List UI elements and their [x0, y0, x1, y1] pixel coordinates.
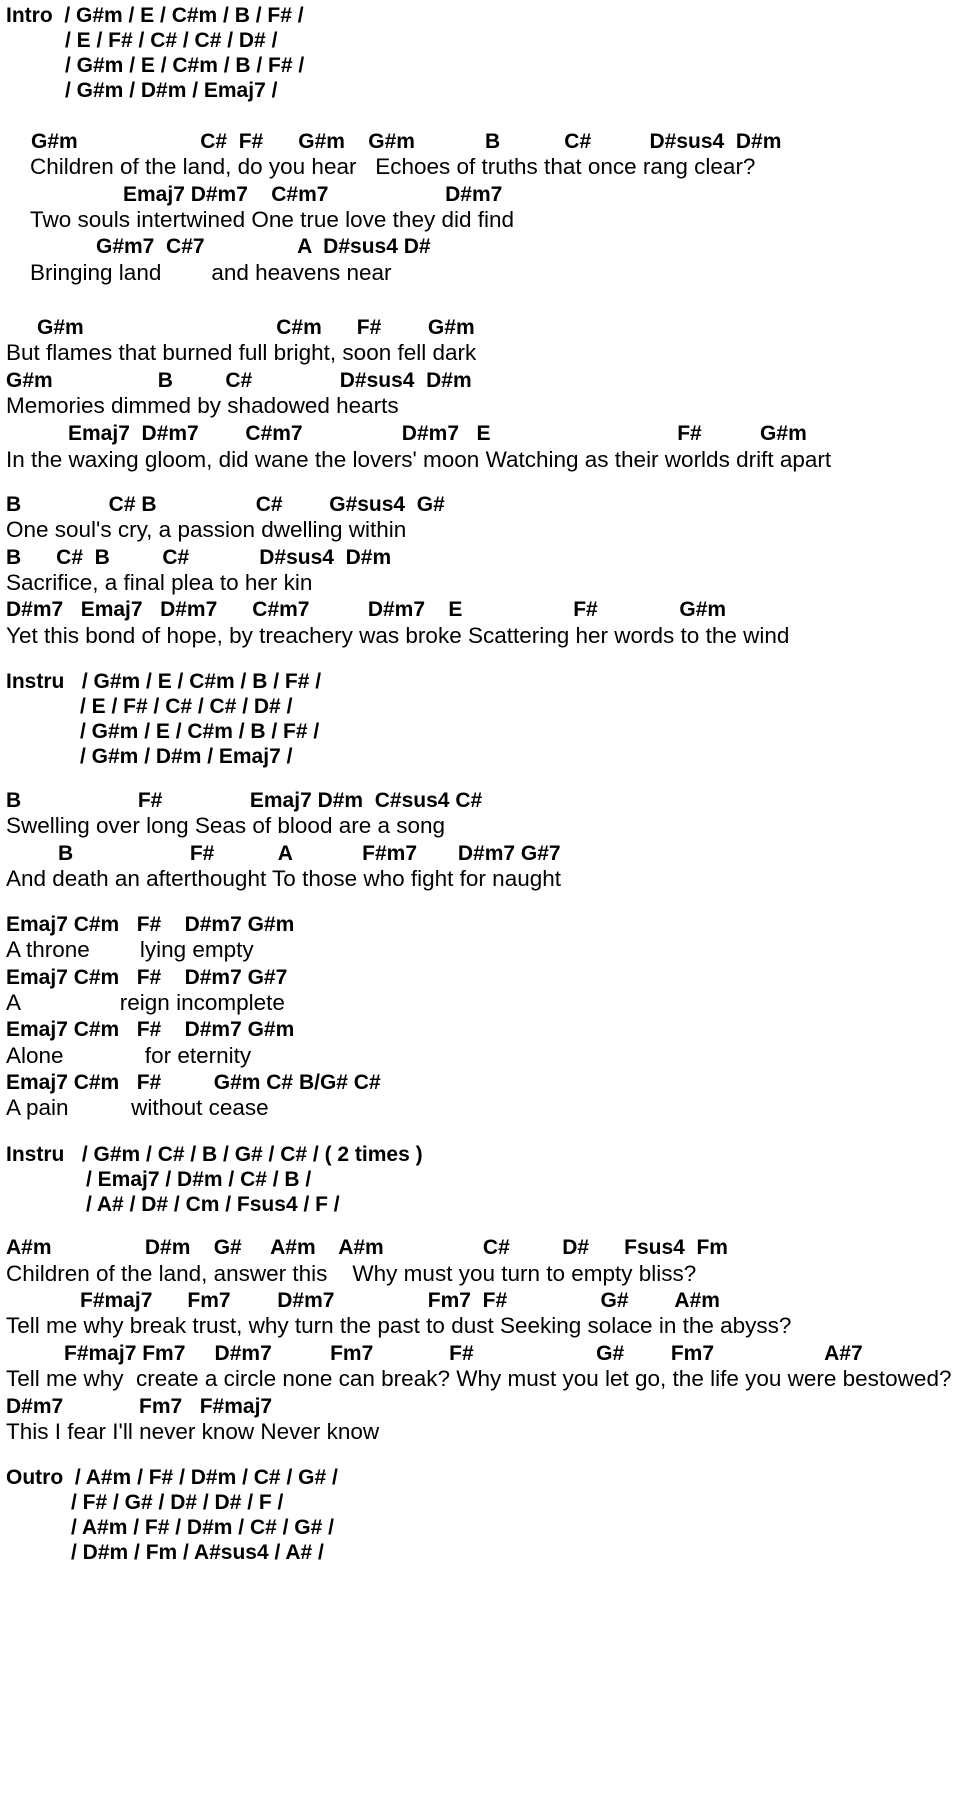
outro-line-3: / A#m / F# / D#m / C# / G# /	[71, 1516, 334, 1539]
outro-line-1: Outro / A#m / F# / D#m / C# / G# /	[6, 1466, 338, 1489]
lyric-line: Alone for eternity	[6, 1043, 252, 1068]
chord-line: B F# Emaj7 D#m C#sus4 C#	[6, 789, 483, 812]
lyric-line: But flames that burned full bright, soon fell dark	[6, 340, 477, 365]
lyric-line: Two souls intertwined One true love they did find	[30, 207, 515, 232]
chord-line: B C# B C# G#sus4 G#	[6, 493, 445, 516]
chord-line: Emaj7 C#m F# D#m7 G#7	[6, 966, 288, 989]
instru-line-4: / G#m / D#m / Emaj7 /	[80, 745, 293, 768]
chord-line: G#m C# F# G#m G#m B C# D#sus4 D#m	[31, 130, 782, 153]
lyric-line: This I fear I'll never know Never know	[6, 1419, 380, 1444]
lyric-line: Children of the land, answer this Why must you turn to empty bliss?	[6, 1261, 697, 1286]
lyric-line: Tell me why break trust, why turn the past to dust Seeking solace in the abyss?	[6, 1313, 792, 1338]
lyric-line: One soul's cry, a passion dwelling within	[6, 517, 407, 542]
lyric-line: And death an afterthought To those who fight for naught	[6, 866, 561, 891]
lyric-line: Bringing land and heavens near	[30, 260, 392, 285]
outro-line-4: / D#m / Fm / A#sus4 / A# /	[71, 1541, 324, 1564]
chord-line: Emaj7 C#m F# G#m C# B/G# C#	[6, 1071, 381, 1094]
lyric-line: In the waxing gloom, did wane the lovers' moon Watching as their worlds drift apart	[6, 447, 832, 472]
chord-line: G#m B C# D#sus4 D#m	[6, 369, 472, 392]
chord-line: Emaj7 D#m7 C#m7 D#m7 E F# G#m	[68, 422, 807, 445]
lyric-line: Yet this bond of hope, by treachery was broke Scattering her words to the wind	[6, 623, 790, 648]
chord-line: A#m D#m G# A#m A#m C# D# Fsus4 Fm	[6, 1236, 728, 1259]
lyric-line: Tell me why create a circle none can break? Why must you let go, the life you were bestowed?	[6, 1366, 952, 1391]
intro-line-2: / E / F# / C# / C# / D# /	[65, 29, 278, 52]
lyric-line: A throne lying empty	[6, 937, 254, 962]
chord-line: Emaj7 C#m F# D#m7 G#m	[6, 1018, 295, 1041]
chord-line: Emaj7 D#m7 C#m7 D#m7	[123, 183, 503, 206]
lyric-line: Children of the land, do you hear Echoes of truths that once rang clear?	[30, 154, 756, 179]
chord-line: B F# A F#m7 D#m7 G#7	[58, 842, 561, 865]
outro-line-2: / F# / G# / D# / D# / F /	[71, 1491, 284, 1514]
lyric-line: A reign incomplete	[6, 990, 285, 1015]
lyric-line: Swelling over long Seas of blood are a song	[6, 813, 446, 838]
instru-line-3: / G#m / E / C#m / B / F# /	[80, 720, 320, 743]
chord-line: G#m7 C#7 A D#sus4 D#	[96, 235, 431, 258]
instru-2-line-2: / Emaj7 / D#m / C# / B /	[86, 1168, 312, 1191]
lyric-line: A pain without cease	[6, 1095, 269, 1120]
chord-line: G#m C#m F# G#m	[37, 316, 475, 339]
chord-line: Emaj7 C#m F# D#m7 G#m	[6, 913, 295, 936]
intro-line-1: Intro / G#m / E / C#m / B / F# /	[6, 4, 304, 27]
lyric-line: Sacrifice, a final plea to her kin	[6, 570, 313, 595]
instru-line-2: / E / F# / C# / C# / D# /	[80, 695, 293, 718]
chord-line: B C# B C# D#sus4 D#m	[6, 546, 392, 569]
chord-line: D#m7 Emaj7 D#m7 C#m7 D#m7 E F# G#m	[6, 598, 727, 621]
chord-line: D#m7 Fm7 F#maj7	[6, 1395, 273, 1418]
instru-2-line-1: Instru / G#m / C# / B / G# / C# / ( 2 times )	[6, 1143, 423, 1166]
intro-line-4: / G#m / D#m / Emaj7 /	[65, 79, 278, 102]
chord-line: F#maj7 Fm7 D#m7 Fm7 F# G# Fm7 A#7	[64, 1342, 863, 1365]
chord-line: F#maj7 Fm7 D#m7 Fm7 F# G# A#m	[80, 1289, 720, 1312]
instru-line-1: Instru / G#m / E / C#m / B / F# /	[6, 670, 322, 693]
instru-2-line-3: / A# / D# / Cm / Fsus4 / F /	[86, 1193, 340, 1216]
intro-line-3: / G#m / E / C#m / B / F# /	[65, 54, 305, 77]
lyric-line: Memories dimmed by shadowed hearts	[6, 393, 399, 418]
